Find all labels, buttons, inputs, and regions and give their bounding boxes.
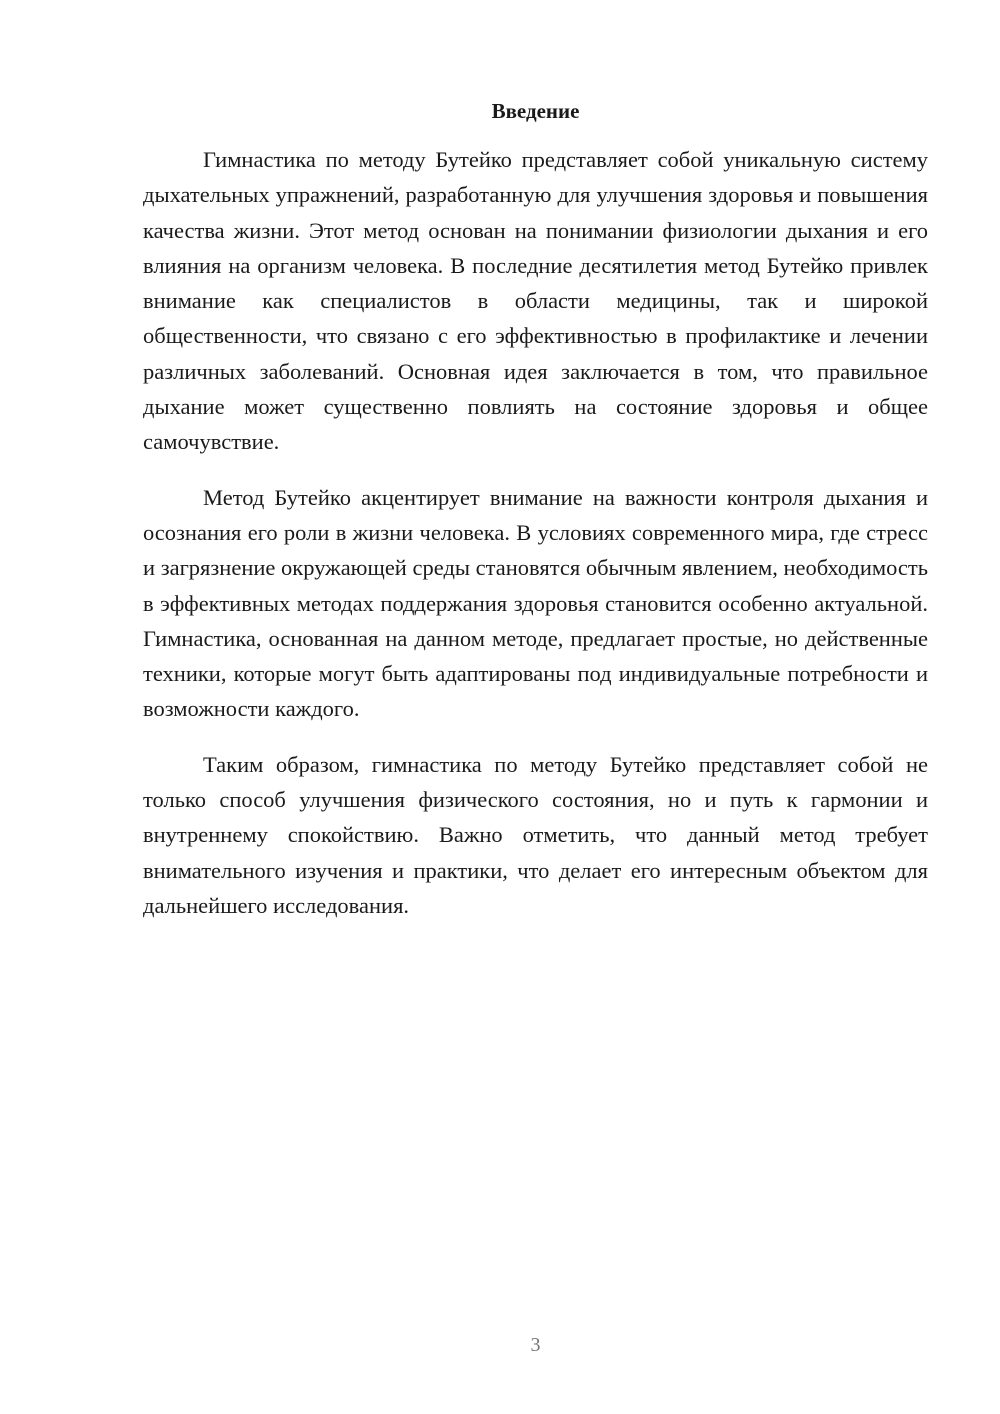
paragraph-2: Метод Бутейко акцентирует внимание на важности контроля дыхания и осознания его роли в жизни человека. В условиях современного мира, где стресс и загрязнение окружающей среды становятся обычным явлением, необходимость в эффективных методах поддержания здоровья становится особенно актуальной. Гимнастика, основанная на данном методе, предлагает простые, но действенные техники, которые могут быть адаптированы под индивидуальные потребности и возможности каждого. [143, 484, 928, 722]
paragraph-1: Гимнастика по методу Бутейко представляет собой уникальную систему дыхательных упражнений, разработанную для улучшения здоровья и повышения качества жизни. Этот метод основан на понимании физиологии дыхания и его влияния на организм человека. В последние десятилетия метод Бутейко привлек внимание как специалистов в области медицины, так и широкой общественности, что связано с его эффективностью в профилактике и лечении различных заболеваний. Основная идея заключается в том, что правильное дыхание может существенно повлиять на состояние здоровья и общее самочувствие. [143, 147, 928, 455]
paragraph-3: Таким образом, гимнастика по методу Бутейко представляет собой не только способ улучшения физического состояния, но и путь к гармонии и внутреннему спокойствию. Важно отметить, что данный метод требует внимательного изучения и практики, что делает его интересным объектом для дальнейшего исследования. [143, 751, 928, 918]
page-number: 3 [530, 1334, 541, 1356]
section-heading: Введение [491, 99, 580, 123]
document-page [143, 0, 928, 1414]
body-text [143, 142, 928, 943]
